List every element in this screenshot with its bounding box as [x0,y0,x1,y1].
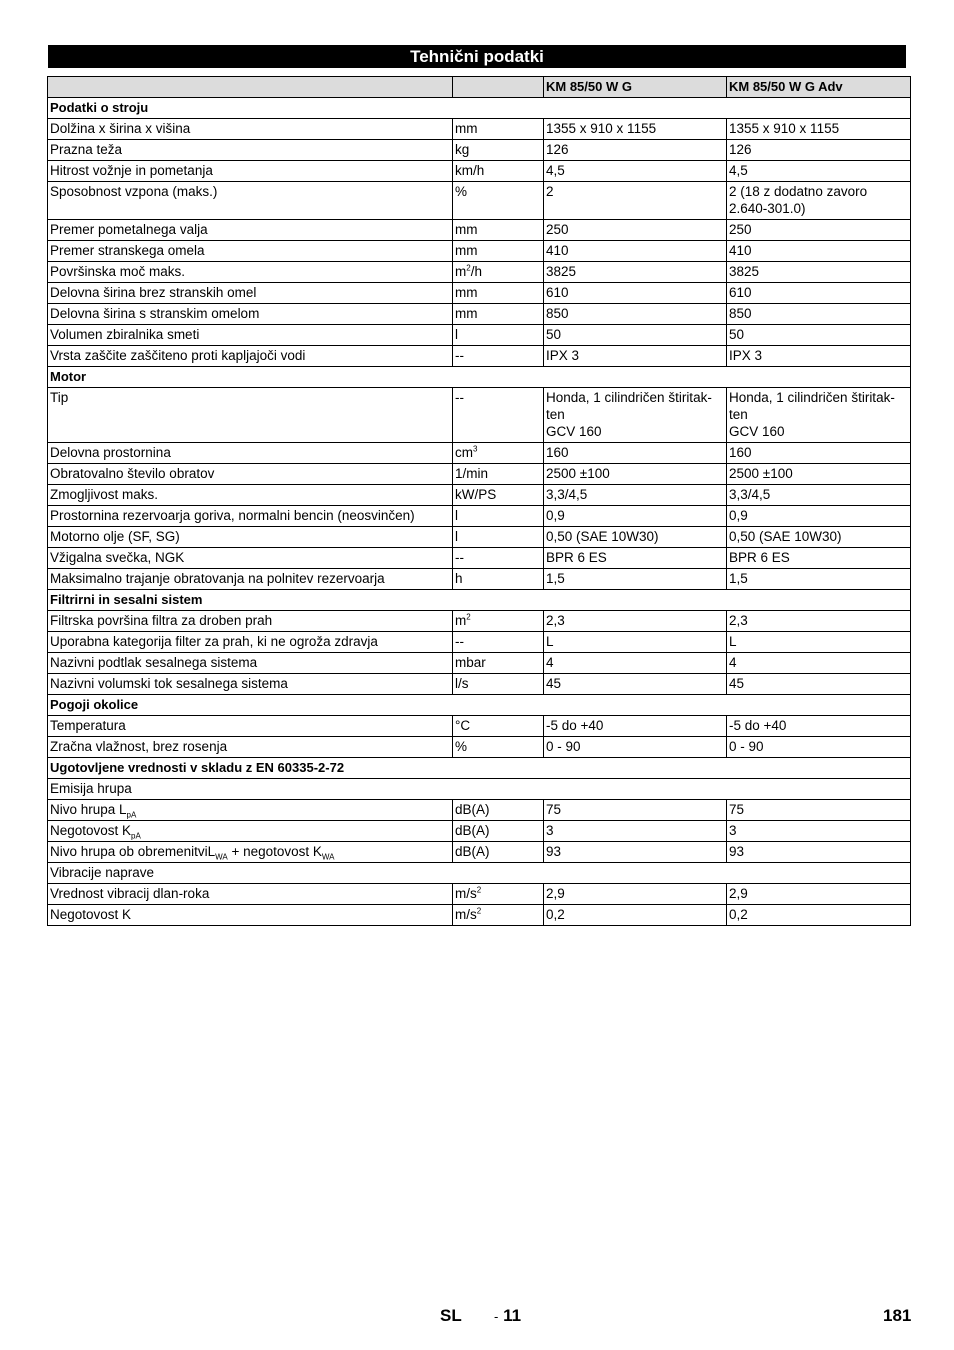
header-cell: KM 85/50 W G Adv [727,77,911,98]
unit-cell: % [453,737,544,758]
value-km85-50-w-g-adv: 160 [727,443,911,464]
value-km85-50-w-g: -5 do +40 [544,716,727,737]
section-header-row [48,590,911,611]
unit-cell: $m^2/h$ [453,262,544,283]
unit-cell: dB(A) [453,800,544,821]
subgroup-label: Emisija hrupa [48,779,911,800]
parameter-label: Nivo hrupa $L_{pA}$ [48,800,453,821]
parameter-label: Zmogljivost maks. [48,485,453,506]
table-row [48,632,911,653]
value-km85-50-w-g: BPR 6 ES [544,548,727,569]
unit-cell: kg [453,140,544,161]
page-title: Tehnični podatki [48,45,906,68]
header-cell [453,77,544,98]
parameter-label: Prazna teža [48,140,453,161]
parameter-label: Nivo hrupa ob obremenitviL$_{WA}$ + negotovost $K_{WA}$ [48,842,453,863]
value-km85-50-w-g: Honda, 1 cilindričen štiritak-ten GCV 160 [544,388,727,443]
unit-cell: °C [453,716,544,737]
table-row [48,863,911,884]
value-km85-50-w-g-adv: 3 [727,821,911,842]
table-row [48,119,911,140]
parameter-label: Vžigalna svečka, NGK [48,548,453,569]
value-km85-50-w-g-adv: 2 (18 z dodatno zavoro 2.640-301.0) [727,182,911,220]
value-km85-50-w-g: 0,2 [544,905,727,926]
unit-cell: mbar [453,653,544,674]
parameter-label: Negotovost K [48,905,453,926]
unit-cell: l/s [453,674,544,695]
table-row [48,241,911,262]
value-km85-50-w-g: 0,9 [544,506,727,527]
parameter-label: Vrednost vibracij dlan-roka [48,884,453,905]
section-title: Podatki o stroju [48,98,911,119]
unit-cell: -- [453,346,544,367]
parameter-label: Temperatura [48,716,453,737]
value-km85-50-w-g-adv: 0 - 90 [727,737,911,758]
parameter-label: Hitrost vožnje in pometanja [48,161,453,182]
footer-language: SL [440,1306,462,1325]
parameter-label: Prostornina rezervoarja goriva, normalni bencin (neosvinčen) [48,506,453,527]
table-row [48,800,911,821]
value-km85-50-w-g: 0,50 (SAE 10W30) [544,527,727,548]
parameter-label: Nazivni volumski tok sesalnega sistema [48,674,453,695]
value-km85-50-w-g-adv: 4 [727,653,911,674]
value-km85-50-w-g-adv: 610 [727,283,911,304]
section-header-row [48,758,911,779]
section-header-row [48,98,911,119]
value-km85-50-w-g-adv: BPR 6 ES [727,548,911,569]
subgroup-label: Vibracije naprave [48,863,911,884]
unit-cell: mm [453,283,544,304]
table-row [48,527,911,548]
section-header-row [48,367,911,388]
parameter-label: Zračna vlažnost, brez rosenja [48,737,453,758]
table-row [48,220,911,241]
section-title: Ugotovljene vrednosti v skladu z EN 60335-2-72 [48,758,911,779]
unit-cell: h [453,569,544,590]
value-km85-50-w-g-adv: 1355 x 910 x 1155 [727,119,911,140]
header-cell [48,77,453,98]
table-row [48,611,911,632]
value-km85-50-w-g-adv: 0,50 (SAE 10W30) [727,527,911,548]
unit-cell: -- [453,632,544,653]
parameter-label: Nazivni podtlak sesalnega sistema [48,653,453,674]
parameter-label: Maksimalno trajanje obratovanja na polnitev rezervoarja [48,569,453,590]
unit-cell: l [453,506,544,527]
table-row [48,283,911,304]
value-km85-50-w-g-adv: 4,5 [727,161,911,182]
value-km85-50-w-g-adv: 2500 ±100 [727,464,911,485]
table-row [48,737,911,758]
value-km85-50-w-g: 4,5 [544,161,727,182]
table-row [48,182,911,220]
value-km85-50-w-g: 93 [544,842,727,863]
value-km85-50-w-g-adv: 93 [727,842,911,863]
value-km85-50-w-g: L [544,632,727,653]
parameter-label: Vrsta zaščite zaščiteno proti kapljajoči vodi [48,346,453,367]
unit-cell: $m^2$ [453,611,544,632]
parameter-label: Tip [48,388,453,443]
unit-cell: % [453,182,544,220]
value-km85-50-w-g-adv: 126 [727,140,911,161]
unit-cell: $m/s^2$ [453,905,544,926]
value-km85-50-w-g: 75 [544,800,727,821]
footer-section-page: - 11 [494,1306,522,1325]
table-row [48,779,911,800]
table-row [48,569,911,590]
value-km85-50-w-g-adv: 0,9 [727,506,911,527]
parameter-label: Negotovost $K_{pA}$ [48,821,453,842]
table-row [48,304,911,325]
value-km85-50-w-g: 250 [544,220,727,241]
table-row [48,485,911,506]
value-km85-50-w-g: 2,3 [544,611,727,632]
table-row [48,716,911,737]
unit-cell: mm [453,304,544,325]
header-cell: KM 85/50 W G [544,77,727,98]
parameter-label: Delovna širina brez stranskih omel [48,283,453,304]
unit-cell: mm [453,220,544,241]
table-row [48,161,911,182]
value-km85-50-w-g-adv: 75 [727,800,911,821]
value-km85-50-w-g: 126 [544,140,727,161]
unit-cell: mm [453,241,544,262]
unit-cell: dB(A) [453,842,544,863]
value-km85-50-w-g: IPX 3 [544,346,727,367]
technical-data-table [47,76,911,926]
value-km85-50-w-g: 45 [544,674,727,695]
value-km85-50-w-g: 3 [544,821,727,842]
parameter-label: Delovna širina s stranskim omelom [48,304,453,325]
unit-cell: kW/PS [453,485,544,506]
value-km85-50-w-g-adv: Honda, 1 cilindričen štiritak-ten GCV 160 [727,388,911,443]
parameter-label: Delovna prostornina [48,443,453,464]
table-row [48,140,911,161]
table-row [48,346,911,367]
value-km85-50-w-g: 2,9 [544,884,727,905]
unit-cell: km/h [453,161,544,182]
table-row [48,653,911,674]
value-km85-50-w-g: 410 [544,241,727,262]
value-km85-50-w-g-adv: 410 [727,241,911,262]
unit-cell: 1/min [453,464,544,485]
value-km85-50-w-g: 1355 x 910 x 1155 [544,119,727,140]
table-header-row [48,77,911,98]
section-title: Filtrirni in sesalni sistem [48,590,911,611]
parameter-label: Sposobnost vzpona (maks.) [48,182,453,220]
value-km85-50-w-g: 850 [544,304,727,325]
value-km85-50-w-g: 3825 [544,262,727,283]
value-km85-50-w-g: 50 [544,325,727,346]
table-row [48,388,911,443]
unit-cell: $cm^3$ [453,443,544,464]
value-km85-50-w-g-adv: 45 [727,674,911,695]
value-km85-50-w-g-adv: 2,3 [727,611,911,632]
section-title: Pogoji okolice [48,695,911,716]
unit-cell: -- [453,548,544,569]
section-header-row [48,695,911,716]
value-km85-50-w-g: 4 [544,653,727,674]
unit-cell: mm [453,119,544,140]
table-row [48,821,911,842]
table-row [48,325,911,346]
value-km85-50-w-g-adv: 850 [727,304,911,325]
parameter-label: Površinska moč maks. [48,262,453,283]
value-km85-50-w-g: 3,3/4,5 [544,485,727,506]
value-km85-50-w-g: 1,5 [544,569,727,590]
value-km85-50-w-g-adv: 1,5 [727,569,911,590]
value-km85-50-w-g-adv: 3,3/4,5 [727,485,911,506]
section-title: Motor [48,367,911,388]
value-km85-50-w-g: 0 - 90 [544,737,727,758]
table-row [48,443,911,464]
table-row [48,884,911,905]
parameter-label: Uporabna kategorija filter za prah, ki ne ogroža zdravja [48,632,453,653]
value-km85-50-w-g-adv: 250 [727,220,911,241]
value-km85-50-w-g-adv: L [727,632,911,653]
unit-cell: -- [453,388,544,443]
parameter-label: Motorno olje (SF, SG) [48,527,453,548]
table-row [48,262,911,283]
value-km85-50-w-g-adv: 3825 [727,262,911,283]
value-km85-50-w-g-adv: 0,2 [727,905,911,926]
value-km85-50-w-g: 610 [544,283,727,304]
value-km85-50-w-g-adv: -5 do +40 [727,716,911,737]
parameter-label: Dolžina x širina x višina [48,119,453,140]
parameter-label: Premer pometalnega valja [48,220,453,241]
footer-page-number: 181 [883,1306,912,1325]
table-row [48,548,911,569]
parameter-label: Volumen zbiralnika smeti [48,325,453,346]
parameter-label: Filtrska površina filtra za droben prah [48,611,453,632]
value-km85-50-w-g: 160 [544,443,727,464]
unit-cell: dB(A) [453,821,544,842]
table-row [48,905,911,926]
parameter-label: Premer stranskega omela [48,241,453,262]
value-km85-50-w-g-adv: IPX 3 [727,346,911,367]
table-row [48,506,911,527]
parameter-label: Obratovalno število obratov [48,464,453,485]
unit-cell: l [453,527,544,548]
value-km85-50-w-g-adv: 2,9 [727,884,911,905]
table-row [48,674,911,695]
unit-cell: l [453,325,544,346]
unit-cell: $m/s^2$ [453,884,544,905]
table-row [48,464,911,485]
table-row [48,842,911,863]
value-km85-50-w-g-adv: 50 [727,325,911,346]
value-km85-50-w-g: 2 [544,182,727,220]
value-km85-50-w-g: 2500 ±100 [544,464,727,485]
